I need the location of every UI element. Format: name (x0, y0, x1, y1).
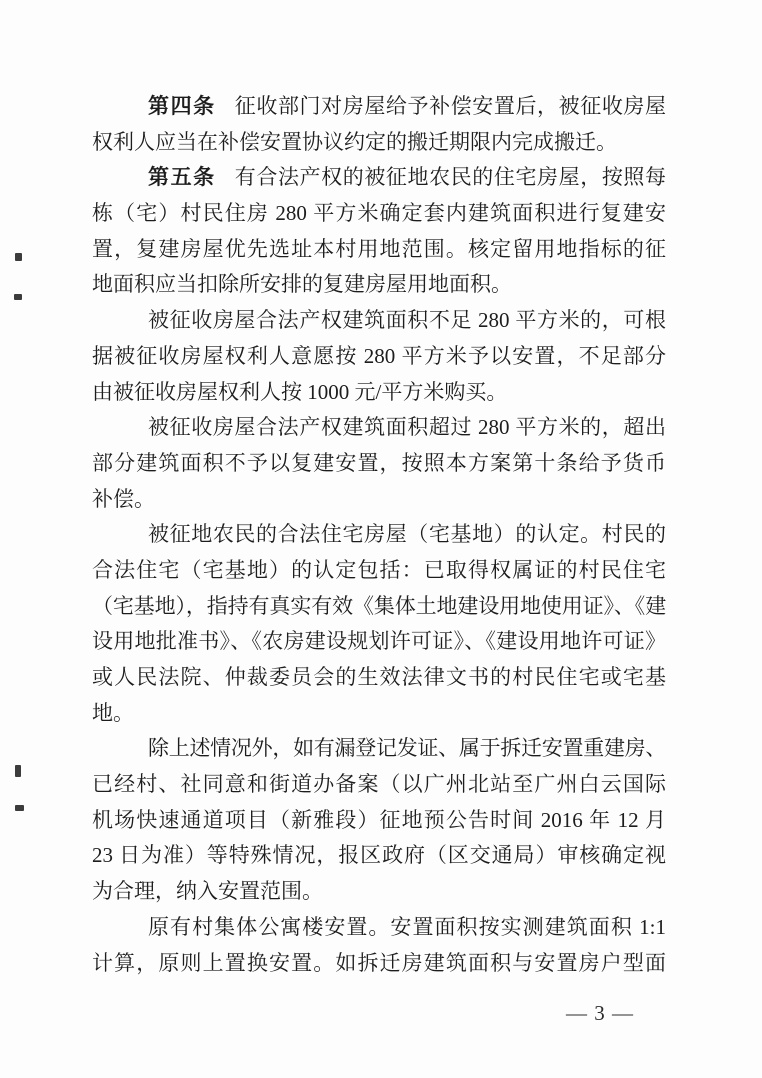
scan-artifact (15, 805, 24, 811)
text-line: 栋（宅）村民住房 280 平方米确定套内建筑面积进行复建安 (92, 201, 666, 226)
text-line: 补偿。 (92, 486, 155, 511)
text-line: 计算，原则上置换安置。如拆迁房建筑面积与安置房户型面 (92, 950, 666, 975)
text-line: 地面积应当扣除所安排的复建房屋用地面积。 (92, 272, 512, 297)
paragraph (92, 303, 666, 410)
paragraph (92, 410, 666, 517)
document-body (92, 89, 666, 981)
text-line: 已经村、社同意和街道办备案（以广州北站至广州白云国际 (92, 772, 666, 797)
text-line: （宅基地），指持有真实有效《集体土地建设用地使用证》、《建 (92, 593, 666, 618)
text-line: 据被征收房屋权利人意愿按 280 平方米予以安置，不足部分 (92, 343, 666, 368)
text-line: 23 日为准）等特殊情况，报区政府（区交通局）审核确定视 (92, 843, 666, 868)
text-line: 为合理，纳入安置范围。 (92, 879, 323, 904)
text-line: 地。 (92, 700, 134, 725)
article-number: 第四条 (148, 95, 216, 118)
paragraph (92, 89, 666, 160)
text-line: 被征地农民的合法住宅房屋（宅基地）的认定。村民的 (148, 522, 666, 547)
paragraph (92, 517, 666, 731)
text-line: 除上述情况外，如有漏登记发证、属于拆迁安置重建房、 (148, 736, 666, 761)
text-line: 部分建筑面积不予以复建安置，按照本方案第十条给予货币 (92, 450, 666, 475)
line-text: 征收部门对房屋给予补偿安置后，被征收房屋 (234, 94, 666, 118)
text-line: 设用地批准书》、《农房建设规划许可证》、《建设用地许可证》 (92, 629, 666, 654)
page-number: — 3 — (566, 1001, 634, 1025)
text-line: 由被征收房屋权利人按 1000 元/平方米购买。 (92, 379, 508, 404)
text-line (92, 89, 666, 125)
text-line: 合法住宅（宅基地）的认定包括：已取得权属证的村民住宅 (92, 557, 666, 582)
text-line (92, 160, 666, 196)
text-line: 机场快速通道项目（新雅段）征地预公告时间 2016 年 12 月 (92, 807, 666, 832)
text-line: 被征收房屋合法产权建筑面积超过 280 平方米的，超出 (148, 415, 666, 440)
scan-artifact (15, 765, 21, 777)
text-line: 权利人应当在补偿安置协议约定的搬迁期限内完成搬迁。 (92, 129, 617, 154)
text-line: 被征收房屋合法产权建筑面积不足 280 平方米的，可根 (148, 308, 666, 333)
text-line: 原有村集体公寓楼安置。安置面积按实测建筑面积 1:1 (148, 914, 666, 939)
article-number: 第五条 (148, 166, 216, 190)
scan-artifact (14, 294, 22, 300)
paragraph (92, 910, 666, 981)
scan-artifact (15, 253, 22, 261)
paragraph (92, 731, 666, 909)
line-text: 有合法产权的被征地农民的住宅房屋，按照每 (234, 165, 666, 190)
text-line: 置，复建房屋优先选址本村用地范围。核定留用地指标的征 (92, 236, 666, 261)
text-line: 或人民法院、仲裁委员会的生效法律文书的村民住宅或宅基 (92, 665, 666, 689)
paragraph (92, 160, 666, 303)
